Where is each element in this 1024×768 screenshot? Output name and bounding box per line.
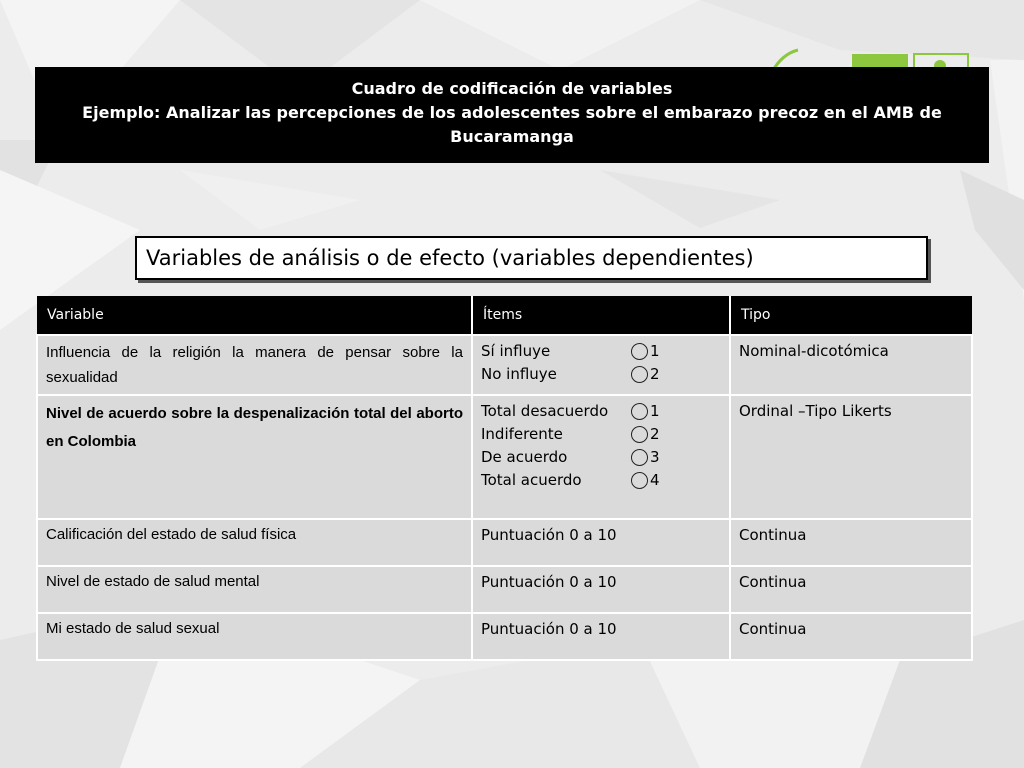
section-subtitle: Variables de análisis o de efecto (variables dependientes) [135,236,928,280]
item-code: 2 [650,425,660,443]
items-cell [472,395,730,519]
item-option [481,340,721,363]
variable-cell: Nivel de estado de salud mental [37,566,472,613]
tipo-cell: Continua [730,613,972,660]
tipo-cell: Nominal-dicotómica [730,335,972,395]
variable-cell: Influencia de la religión la manera de pensar sobre la sexualidad [37,335,472,395]
table-row [37,613,972,660]
table-header-row [37,296,972,335]
item-option [481,469,721,492]
radio-circle-icon [631,426,648,443]
radio-circle-icon [631,366,648,383]
table-row [37,519,972,566]
tipo-cell: Continua [730,519,972,566]
tipo-cell: Continua [730,566,972,613]
radio-circle-icon [631,449,648,466]
slide-title-box [35,67,989,163]
item-label: Total acuerdo [481,471,582,489]
items-cell: Puntuación 0 a 10 [472,519,730,566]
variable-cell: Nivel de acuerdo sobre la despenalización total del aborto en Colombia [37,395,472,519]
item-label: Indiferente [481,425,563,443]
item-code: 2 [650,365,660,383]
item-label: No influye [481,365,557,383]
item-code: 3 [650,448,660,466]
column-header-items: Ítems [472,296,730,335]
column-header-variable: Variable [37,296,472,335]
column-header-tipo: Tipo [730,296,972,335]
slide-title: Cuadro de codificación de variables [351,79,673,98]
item-option [481,423,721,446]
variable-cell: Mi estado de salud sexual [37,613,472,660]
tipo-cell: Ordinal –Tipo Likerts [730,395,972,519]
item-code: 1 [650,402,660,420]
item-code: 4 [650,471,660,489]
slide-example-text: Ejemplo: Analizar las percepciones de los adolescentes sobre el embarazo precoz en el AMB de Bucaramanga [82,103,942,146]
table-row [37,395,972,519]
table-row [37,335,972,395]
items-cell: Puntuación 0 a 10 [472,613,730,660]
table-row [37,566,972,613]
item-option [481,446,721,469]
item-option [481,363,721,386]
item-label: Total desacuerdo [481,402,609,420]
radio-circle-icon [631,403,648,420]
coding-table [36,296,973,661]
item-option [481,400,721,423]
radio-circle-icon [631,472,648,489]
variable-cell: Calificación del estado de salud física [37,519,472,566]
items-cell: Puntuación 0 a 10 [472,566,730,613]
item-label: De acuerdo [481,448,568,466]
items-cell [472,335,730,395]
item-label: Sí influye [481,342,551,360]
item-code: 1 [650,342,660,360]
radio-circle-icon [631,343,648,360]
